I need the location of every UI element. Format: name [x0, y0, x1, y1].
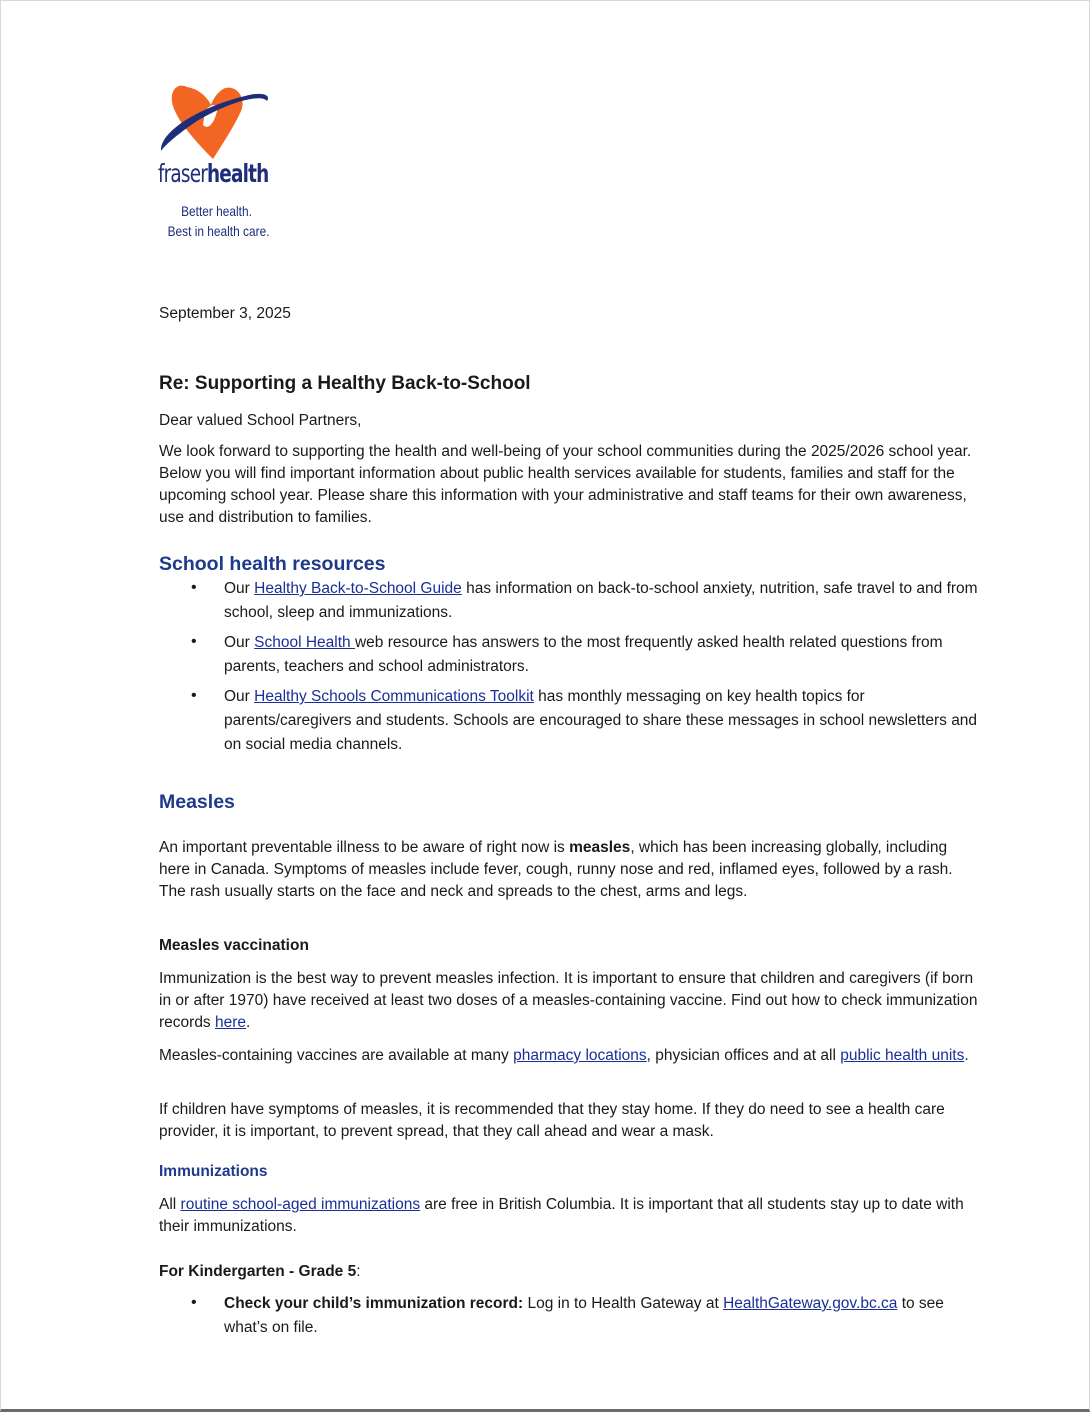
vaccination-text: , physician offices and at all	[646, 1047, 841, 1064]
healthy-schools-toolkit-link[interactable]: Healthy Schools Communications Toolkit	[254, 688, 534, 705]
resources-heading: School health resources	[159, 553, 386, 575]
immunizations-heading: Immunizations	[159, 1163, 268, 1180]
measles-heading: Measles	[159, 791, 235, 813]
pharmacy-locations-link[interactable]: pharmacy locations	[513, 1047, 647, 1064]
grade-heading-colon: :	[356, 1263, 361, 1280]
immunizations-text: All	[159, 1196, 181, 1213]
vaccination-paragraph-3: If children have symptoms of measles, it is recommended that they stay home. If they do need to see a health care provider, it is important, to prevent spread, that they call ahead and wear a mask.	[159, 1101, 945, 1140]
health-gateway-link[interactable]: HealthGateway.gov.bc.ca	[723, 1295, 898, 1312]
item-text: to see what’s on file.	[224, 1295, 944, 1336]
vaccination-paragraph-2	[159, 1045, 979, 1067]
resource-item	[224, 685, 984, 757]
measles-vaccination-heading: Measles vaccination	[159, 937, 309, 954]
intro-paragraph: We look forward to supporting the health and well-being of your school communities during the 2025/2026 school year. Below you will find important information about public health services available for students, families and staff for the upcoming school year. Please share this information with your administrative and staff teams for their own awareness, use and distribution to families.	[159, 443, 972, 526]
immunization-record-item	[224, 1292, 984, 1340]
resource-item-text: has monthly messaging on key health topics for parents/caregivers and students. Schools are encouraged to share these messages in school newsletters and on social media channels.	[224, 688, 978, 753]
resource-item-prefix: Our	[224, 580, 255, 597]
vaccination-text: Immunization is the best way to prevent measles infection. It is important to ensure that children and caregivers (if born in or after 1970) have received at least two doses of a measles-containing vaccine. Find out how to check immunization records	[159, 970, 978, 1031]
brand-name-light: fraser	[158, 159, 207, 188]
immunizations-paragraph	[159, 1194, 979, 1238]
brand-wordmark	[158, 159, 268, 188]
measles-text: An important preventable illness to be aware of right now is	[159, 839, 570, 856]
brand-name-bold: health	[206, 159, 269, 188]
resource-item-text: has information on back-to-school anxiety, nutrition, safe travel to and from school, sleep and immunizations.	[224, 580, 978, 621]
bullet-icon: •	[191, 1294, 197, 1311]
kindergarten-grade5-heading	[159, 1261, 361, 1283]
tagline-line-1: Better health.	[181, 203, 252, 219]
brand-tagline	[167, 201, 270, 241]
resource-item	[224, 631, 984, 679]
letter-salutation: Dear valued School Partners,	[159, 412, 362, 429]
tagline-line-2: Best in health care.	[167, 223, 270, 239]
measles-text: , which has been increasing globally, including here in Canada. Symptoms of measles include fever, cough, runny nose and red, inflamed eyes, followed by a rash. The rash usually starts on the face and neck and spreads to the chest, arms and legs.	[159, 839, 953, 900]
school-health-link[interactable]: School Health	[254, 634, 355, 651]
resource-item-text: web resource has answers to the most frequently asked health related questions from parents, teachers and school administrators.	[224, 634, 943, 675]
bullet-icon: •	[191, 687, 197, 704]
public-health-units-link[interactable]: public health units	[840, 1047, 965, 1064]
item-text: Log in to Health Gateway at	[523, 1295, 724, 1312]
grade-heading-text: For Kindergarten - Grade 5	[159, 1263, 357, 1280]
vaccination-text: .	[964, 1047, 969, 1064]
bullet-icon: •	[191, 579, 197, 596]
vaccination-text: Measles-containing vaccines are available at many	[159, 1047, 514, 1064]
resource-item-prefix: Our	[224, 688, 255, 705]
item-bold-label: Check your child’s immunization record:	[224, 1295, 524, 1312]
letter-date: September 3, 2025	[159, 305, 291, 322]
healthy-back-to-school-guide-link[interactable]: Healthy Back-to-School Guide	[254, 580, 462, 597]
measles-paragraph	[159, 837, 979, 903]
immunization-records-here-link[interactable]: here	[215, 1014, 247, 1031]
bullet-icon: •	[191, 633, 197, 650]
letter-subject: Re: Supporting a Healthy Back-to-School	[159, 373, 531, 394]
heart-swoosh-icon	[157, 81, 277, 163]
resource-item-prefix: Our	[224, 634, 255, 651]
vaccination-text: .	[246, 1014, 251, 1031]
measles-emphasis: measles	[569, 839, 631, 856]
resource-item	[224, 577, 984, 625]
immunizations-text: are free in British Columbia. It is important that all students stay up to date with their immunizations.	[159, 1196, 964, 1235]
fraser-health-logo	[157, 81, 277, 163]
vaccination-paragraph-1	[159, 968, 979, 1034]
routine-immunizations-link[interactable]: routine school-aged immunizations	[180, 1196, 421, 1213]
